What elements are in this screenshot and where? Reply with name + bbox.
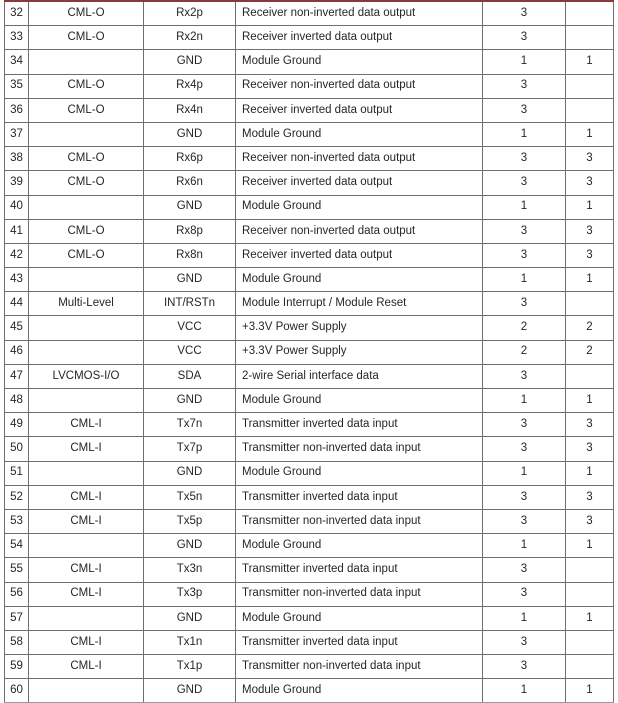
cell-name: GND [144, 389, 236, 413]
cell-count-a: 3 [483, 413, 566, 437]
table-row [5, 171, 614, 195]
cell-logic [29, 679, 144, 703]
cell-pin: 37 [5, 122, 29, 146]
cell-description: Receiver non-inverted data output [236, 1, 483, 26]
cell-count-a: 2 [483, 340, 566, 364]
cell-pin: 47 [5, 364, 29, 388]
cell-name: GND [144, 679, 236, 703]
cell-name: GND [144, 50, 236, 74]
cell-logic: CML-O [29, 171, 144, 195]
cell-description: Transmitter inverted data input [236, 558, 483, 582]
cell-count-a: 1 [483, 122, 566, 146]
cell-count-b: 1 [566, 461, 614, 485]
cell-count-b: 3 [566, 437, 614, 461]
cell-description: Module Ground [236, 50, 483, 74]
pin-description-table-container [4, 0, 613, 703]
cell-description: Receiver inverted data output [236, 243, 483, 267]
cell-count-b [566, 655, 614, 679]
cell-count-b: 3 [566, 147, 614, 171]
cell-logic [29, 195, 144, 219]
table-row [5, 74, 614, 98]
table-row [5, 147, 614, 171]
cell-description: Receiver inverted data output [236, 26, 483, 50]
cell-description: Transmitter inverted data input [236, 413, 483, 437]
cell-logic [29, 389, 144, 413]
cell-count-b [566, 364, 614, 388]
cell-name: Tx3n [144, 558, 236, 582]
cell-pin: 39 [5, 171, 29, 195]
cell-count-b: 1 [566, 389, 614, 413]
cell-name: Rx6p [144, 147, 236, 171]
cell-pin: 58 [5, 630, 29, 654]
cell-pin: 41 [5, 219, 29, 243]
table-row [5, 50, 614, 74]
table-row [5, 1, 614, 26]
cell-pin: 44 [5, 292, 29, 316]
cell-description: 2-wire Serial interface data [236, 364, 483, 388]
cell-description: Transmitter inverted data input [236, 630, 483, 654]
cell-pin: 33 [5, 26, 29, 50]
cell-name: Rx4p [144, 74, 236, 98]
pin-description-table [4, 0, 614, 703]
cell-count-a: 1 [483, 195, 566, 219]
cell-logic [29, 122, 144, 146]
table-row [5, 485, 614, 509]
cell-count-a: 3 [483, 98, 566, 122]
table-row [5, 413, 614, 437]
cell-count-a: 3 [483, 558, 566, 582]
cell-count-a: 3 [483, 243, 566, 267]
cell-description: Transmitter non-inverted data input [236, 655, 483, 679]
cell-count-a: 3 [483, 364, 566, 388]
cell-description: Module Ground [236, 534, 483, 558]
cell-count-a: 3 [483, 74, 566, 98]
cell-pin: 35 [5, 74, 29, 98]
cell-logic: Multi-Level [29, 292, 144, 316]
cell-count-a: 3 [483, 485, 566, 509]
cell-name: INT/RSTn [144, 292, 236, 316]
cell-count-b [566, 98, 614, 122]
cell-count-b: 3 [566, 485, 614, 509]
table-row [5, 679, 614, 703]
cell-logic: CML-I [29, 437, 144, 461]
cell-description: Module Ground [236, 461, 483, 485]
table-row [5, 558, 614, 582]
cell-count-a: 2 [483, 316, 566, 340]
cell-pin: 45 [5, 316, 29, 340]
cell-pin: 57 [5, 606, 29, 630]
cell-count-b: 3 [566, 509, 614, 533]
cell-description: Receiver non-inverted data output [236, 219, 483, 243]
cell-logic: CML-O [29, 243, 144, 267]
cell-name: VCC [144, 316, 236, 340]
cell-pin: 46 [5, 340, 29, 364]
cell-logic: CML-I [29, 485, 144, 509]
cell-description: Module Interrupt / Module Reset [236, 292, 483, 316]
cell-description: Module Ground [236, 122, 483, 146]
cell-pin: 51 [5, 461, 29, 485]
cell-pin: 42 [5, 243, 29, 267]
cell-count-a: 3 [483, 1, 566, 26]
table-row [5, 509, 614, 533]
cell-logic: CML-I [29, 558, 144, 582]
table-row [5, 243, 614, 267]
cell-pin: 60 [5, 679, 29, 703]
cell-description: Module Ground [236, 606, 483, 630]
cell-count-a: 1 [483, 534, 566, 558]
cell-count-b: 1 [566, 122, 614, 146]
cell-count-a: 1 [483, 268, 566, 292]
cell-count-b: 1 [566, 534, 614, 558]
cell-name: Tx3p [144, 582, 236, 606]
cell-logic: CML-I [29, 655, 144, 679]
cell-count-b [566, 292, 614, 316]
cell-count-b: 3 [566, 413, 614, 437]
cell-count-a: 3 [483, 171, 566, 195]
cell-description: Receiver non-inverted data output [236, 74, 483, 98]
cell-name: Rx4n [144, 98, 236, 122]
cell-logic [29, 606, 144, 630]
cell-pin: 34 [5, 50, 29, 74]
cell-name: Tx5n [144, 485, 236, 509]
cell-count-a: 3 [483, 219, 566, 243]
table-row [5, 606, 614, 630]
cell-name: Rx2p [144, 1, 236, 26]
cell-description: Receiver non-inverted data output [236, 147, 483, 171]
cell-name: Rx2n [144, 26, 236, 50]
cell-logic: CML-O [29, 147, 144, 171]
cell-logic: CML-O [29, 219, 144, 243]
cell-count-a: 3 [483, 582, 566, 606]
cell-count-a: 1 [483, 606, 566, 630]
cell-pin: 56 [5, 582, 29, 606]
cell-name: GND [144, 195, 236, 219]
cell-description: +3.3V Power Supply [236, 316, 483, 340]
cell-logic [29, 461, 144, 485]
cell-description: Module Ground [236, 268, 483, 292]
cell-count-b: 2 [566, 340, 614, 364]
cell-pin: 32 [5, 1, 29, 26]
cell-logic: CML-I [29, 413, 144, 437]
cell-description: Transmitter non-inverted data input [236, 509, 483, 533]
table-row [5, 98, 614, 122]
cell-count-b: 1 [566, 268, 614, 292]
cell-pin: 43 [5, 268, 29, 292]
cell-description: Transmitter inverted data input [236, 485, 483, 509]
cell-count-b: 3 [566, 243, 614, 267]
cell-pin: 36 [5, 98, 29, 122]
table-row [5, 582, 614, 606]
table-row [5, 292, 614, 316]
cell-logic: CML-O [29, 1, 144, 26]
cell-count-b: 1 [566, 195, 614, 219]
cell-count-a: 1 [483, 50, 566, 74]
cell-logic [29, 316, 144, 340]
cell-logic: CML-I [29, 509, 144, 533]
cell-count-a: 3 [483, 292, 566, 316]
cell-logic [29, 50, 144, 74]
cell-name: VCC [144, 340, 236, 364]
cell-count-a: 3 [483, 655, 566, 679]
cell-name: Rx8p [144, 219, 236, 243]
pin-table-body [5, 1, 614, 703]
cell-count-b [566, 558, 614, 582]
cell-name: GND [144, 268, 236, 292]
table-row [5, 122, 614, 146]
cell-count-a: 3 [483, 509, 566, 533]
table-row [5, 26, 614, 50]
cell-logic: CML-I [29, 582, 144, 606]
cell-logic: CML-O [29, 26, 144, 50]
cell-logic: LVCMOS-I/O [29, 364, 144, 388]
cell-count-a: 1 [483, 461, 566, 485]
cell-pin: 59 [5, 655, 29, 679]
cell-count-b: 3 [566, 219, 614, 243]
cell-description: Receiver inverted data output [236, 171, 483, 195]
table-row [5, 340, 614, 364]
table-row [5, 437, 614, 461]
cell-name: Tx1p [144, 655, 236, 679]
cell-name: GND [144, 534, 236, 558]
cell-name: GND [144, 606, 236, 630]
cell-name: Tx7p [144, 437, 236, 461]
cell-count-b: 1 [566, 679, 614, 703]
cell-count-a: 1 [483, 389, 566, 413]
cell-pin: 48 [5, 389, 29, 413]
cell-pin: 50 [5, 437, 29, 461]
cell-count-b [566, 582, 614, 606]
cell-logic: CML-I [29, 630, 144, 654]
cell-name: Tx7n [144, 413, 236, 437]
table-row [5, 268, 614, 292]
cell-pin: 40 [5, 195, 29, 219]
cell-description: Receiver inverted data output [236, 98, 483, 122]
cell-count-b [566, 630, 614, 654]
cell-pin: 55 [5, 558, 29, 582]
table-row [5, 630, 614, 654]
cell-name: Rx8n [144, 243, 236, 267]
cell-count-a: 1 [483, 679, 566, 703]
cell-count-a: 3 [483, 26, 566, 50]
cell-count-b [566, 74, 614, 98]
cell-logic [29, 340, 144, 364]
cell-count-a: 3 [483, 147, 566, 171]
table-row [5, 195, 614, 219]
cell-name: Tx5p [144, 509, 236, 533]
cell-pin: 49 [5, 413, 29, 437]
table-row [5, 655, 614, 679]
cell-logic [29, 268, 144, 292]
cell-count-b [566, 1, 614, 26]
cell-description: Transmitter non-inverted data input [236, 582, 483, 606]
cell-count-a: 3 [483, 437, 566, 461]
cell-logic [29, 534, 144, 558]
cell-logic: CML-O [29, 74, 144, 98]
cell-description: Module Ground [236, 195, 483, 219]
cell-pin: 38 [5, 147, 29, 171]
cell-logic: CML-O [29, 98, 144, 122]
cell-count-b: 1 [566, 50, 614, 74]
cell-name: GND [144, 461, 236, 485]
cell-description: Module Ground [236, 389, 483, 413]
table-row [5, 219, 614, 243]
table-row [5, 364, 614, 388]
table-row [5, 461, 614, 485]
cell-count-b: 3 [566, 171, 614, 195]
cell-count-b [566, 26, 614, 50]
cell-description: Module Ground [236, 679, 483, 703]
table-row [5, 534, 614, 558]
cell-name: Rx6n [144, 171, 236, 195]
cell-name: Tx1n [144, 630, 236, 654]
table-row [5, 316, 614, 340]
cell-pin: 53 [5, 509, 29, 533]
cell-description: Transmitter non-inverted data input [236, 437, 483, 461]
cell-count-b: 2 [566, 316, 614, 340]
cell-name: SDA [144, 364, 236, 388]
table-row [5, 389, 614, 413]
cell-name: GND [144, 122, 236, 146]
cell-description: +3.3V Power Supply [236, 340, 483, 364]
cell-count-a: 3 [483, 630, 566, 654]
cell-pin: 52 [5, 485, 29, 509]
cell-pin: 54 [5, 534, 29, 558]
cell-count-b: 1 [566, 606, 614, 630]
